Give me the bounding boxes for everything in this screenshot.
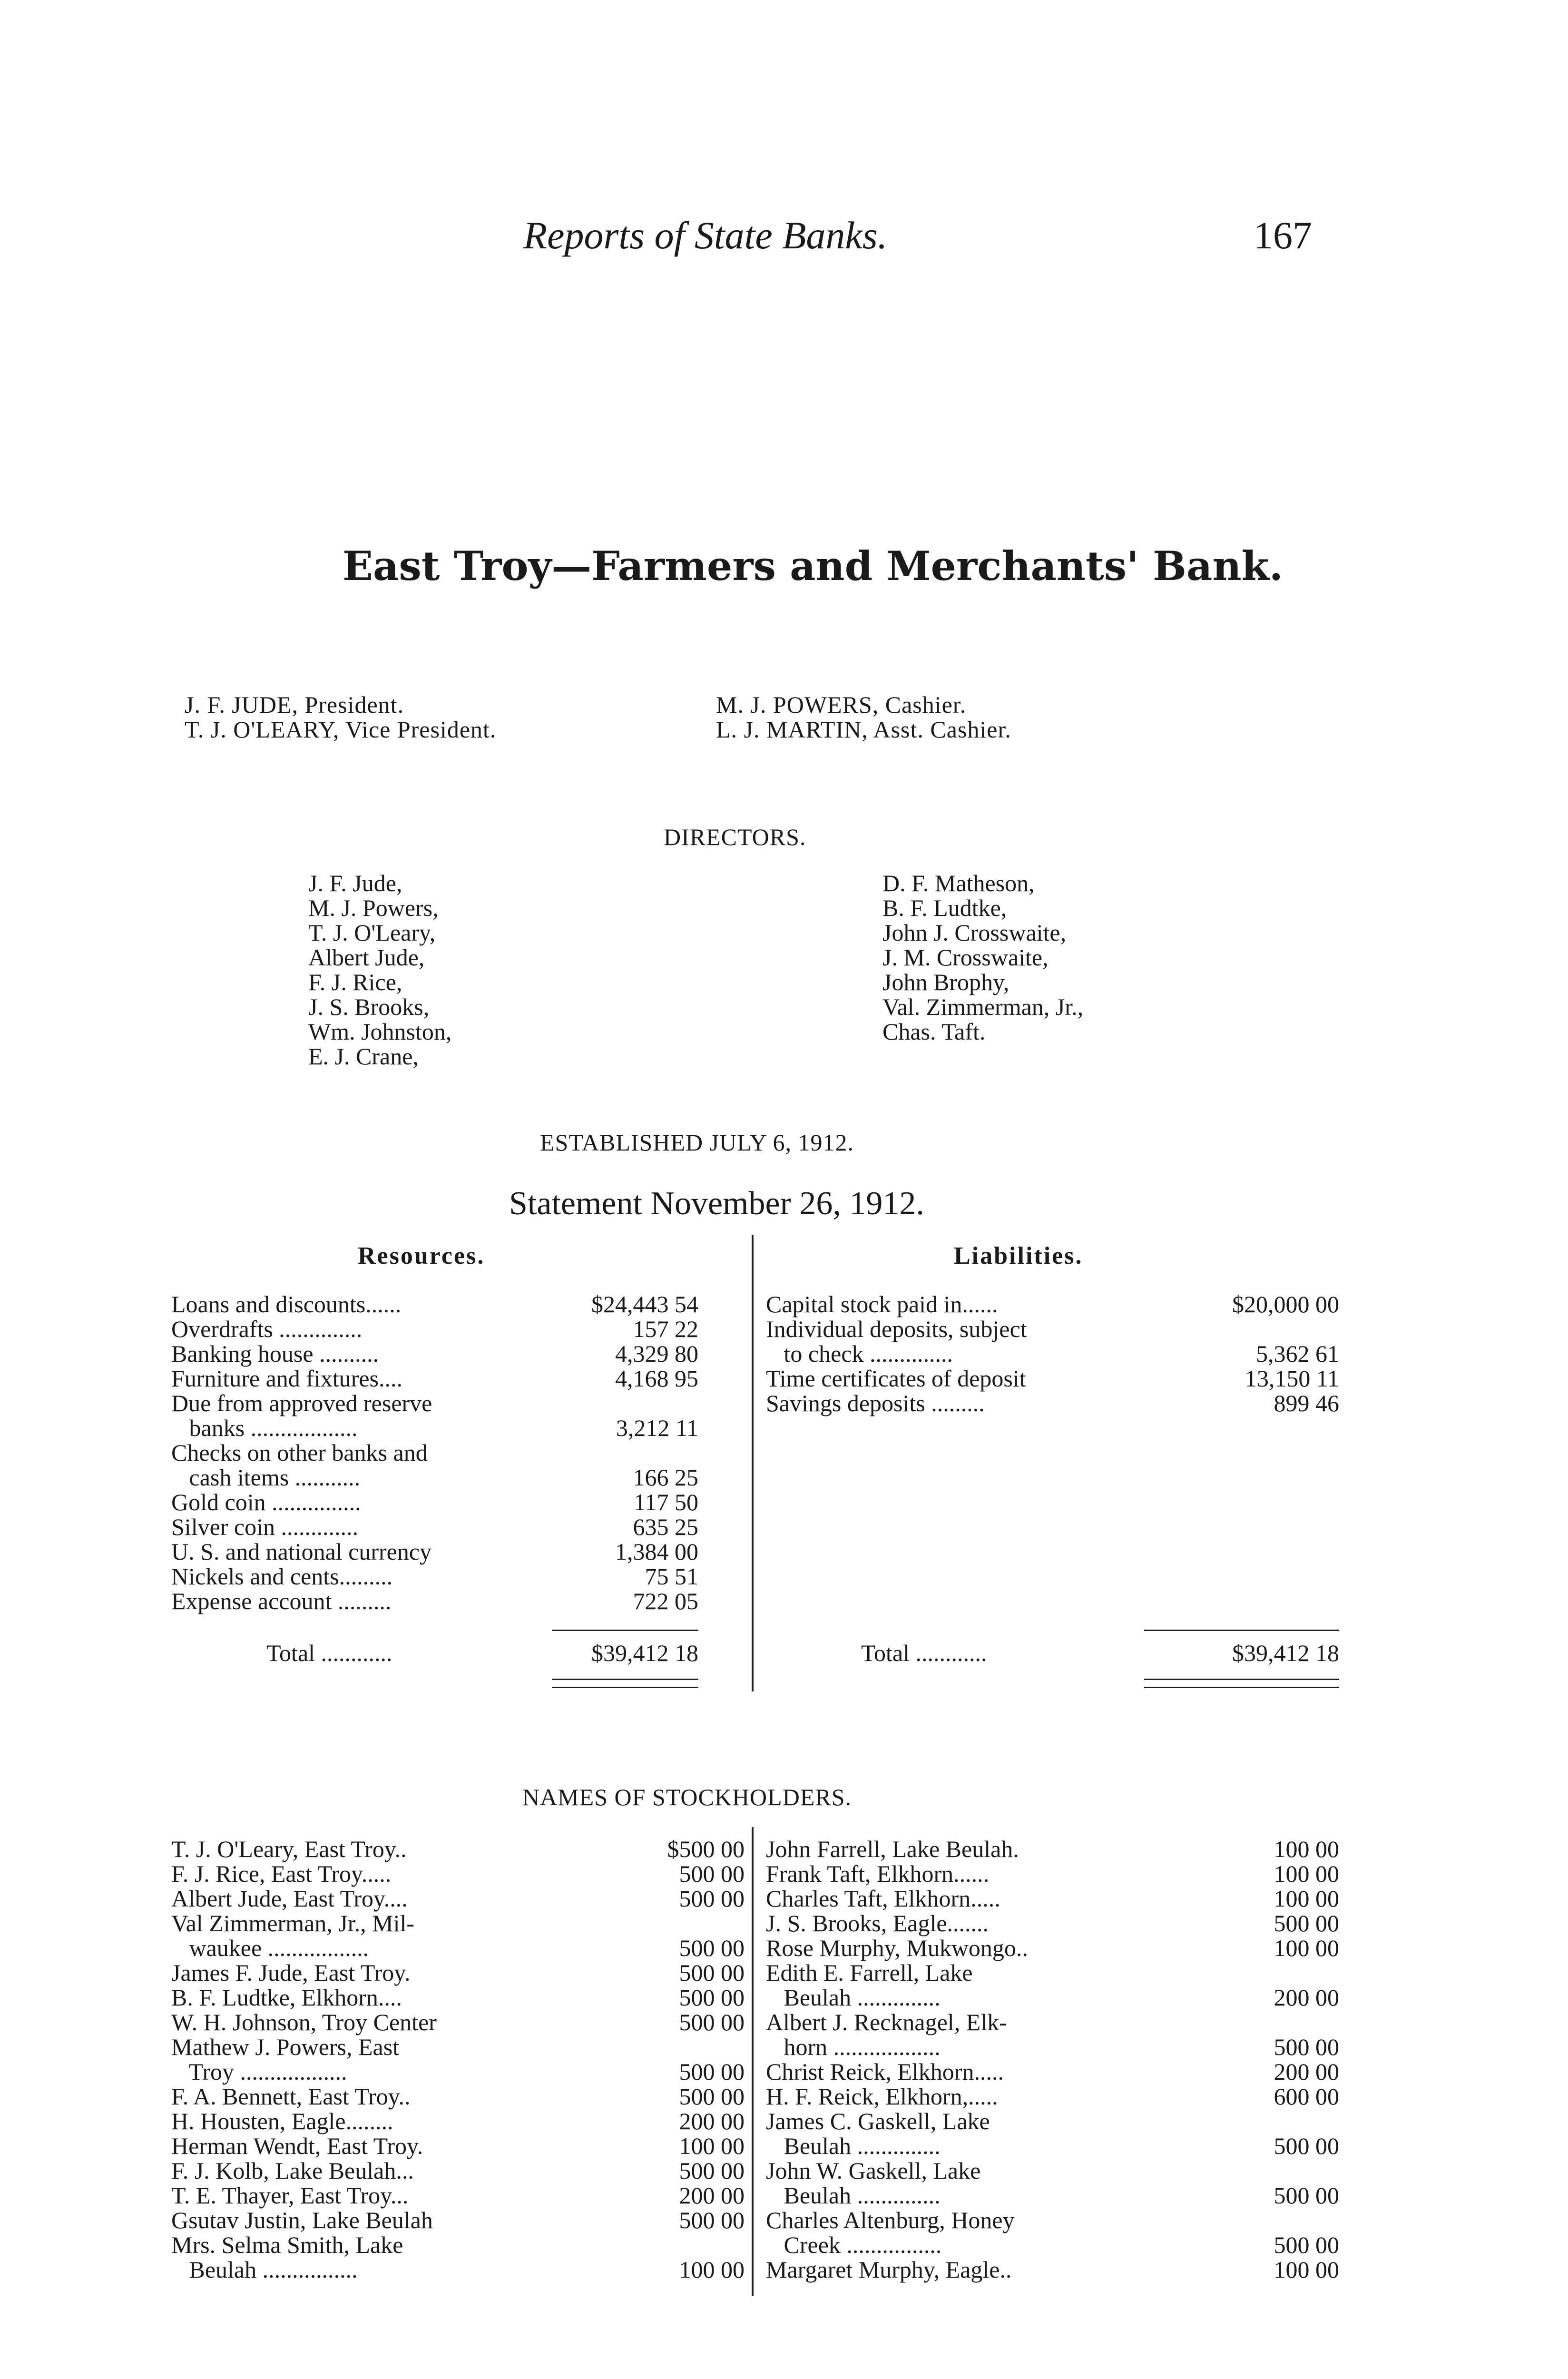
director-name: T. J. O'Leary, [308,919,436,946]
resource-row: Checks on other banks and [171,1439,428,1466]
resource-row: banks .................. 3,212 11 [171,1415,698,1441]
stockholder-row: H. F. Reick, Elkhorn,..... 600 00 [766,2083,1339,2110]
stockholder-row: J. S. Brooks, Eagle....... 500 00 [766,1910,1339,1937]
stockholder-row: Mrs. Selma Smith, Lake [171,2232,403,2258]
stockholders-heading: NAMES OF STOCKHOLDERS. [522,1784,852,1810]
bank-title: East Troy—Farmers and Merchants' Bank. [343,542,1283,590]
stockholder-row: F. J. Kolb, Lake Beulah... 500 00 [171,2157,745,2184]
statement-date: Statement November 26, 1912. [509,1185,924,1222]
stockholder-row: Rose Murphy, Mukwongo.. 100 00 [766,1935,1339,1961]
director-name: E. J. Crane, [308,1043,419,1070]
officer-asst-cashier: L. J. MARTIN, Asst. Cashier. [716,716,1011,743]
stockholder-row: Troy .................. 500 00 [171,2058,745,2085]
liability-row: Savings deposits ......... 899 46 [766,1390,1339,1416]
stockholder-row: T. E. Thayer, East Troy... 200 00 [171,2182,745,2209]
stockholder-row: Val Zimmerman, Jr., Mil- [171,1910,415,1937]
stockholder-row: Herman Wendt, East Troy. 100 00 [171,2133,745,2159]
resource-row: Loans and discounts...... $24,443 54 [171,1291,698,1317]
officer-president: J. F. JUDE, President. [185,691,404,718]
stockholder-row: Edith E. Farrell, Lake [766,1959,973,1986]
stockholder-row: Charles Taft, Elkhorn..... 100 00 [766,1885,1339,1912]
director-name: B. F. Ludtke, [882,895,1007,921]
director-name: J. S. Brooks, [308,993,430,1020]
stockholder-row: Beulah .............. 500 00 [766,2133,1339,2159]
director-name: John J. Crosswaite, [882,919,1067,946]
stockholder-row: Albert J. Recknagel, Elk- [766,2009,1007,2035]
stockholder-row: Beulah .............. 200 00 [766,1984,1339,2011]
director-name: John Brophy, [882,969,1009,995]
liability-row: to check .............. 5,362 61 [766,1340,1339,1367]
stockholder-row: B. F. Ludtke, Elkhorn.... 500 00 [171,1984,745,2011]
resource-row: Silver coin ............. 635 25 [171,1514,698,1540]
stockholder-row: F. J. Rice, East Troy..... 500 00 [171,1860,745,1887]
resource-row: Expense account ......... 722 05 [171,1588,698,1614]
resource-row: Furniture and fixtures.... 4,168 95 [171,1365,698,1392]
directors-right [882,871,1083,1044]
stockholder-row: W. H. Johnson, Troy Center 500 00 [171,2009,745,2035]
director-name: M. J. Powers, [308,895,439,921]
director-name: Wm. Johnston, [308,1018,452,1045]
stockholder-row: waukee ................. 500 00 [171,1935,745,1961]
liabilities-total-row: Total ............ $39,412 18 [861,1640,1339,1666]
director-name: Albert Jude, [308,944,425,971]
stockholder-row: Charles Altenburg, Honey [766,2207,1015,2233]
director-name: J. F. Jude, [308,870,402,896]
resource-row: Banking house .......... 4,329 80 [171,1340,698,1367]
stockholders-divider [752,1827,754,2296]
director-name: Val. Zimmerman, Jr., [882,993,1084,1020]
stockholder-row: Margaret Murphy, Eagle.. 100 00 [766,2256,1339,2283]
resource-row: Overdrafts .............. 157 22 [171,1316,698,1342]
stockholder-row: H. Housten, Eagle........ 200 00 [171,2108,745,2134]
resources-total-row: Total ............ $39,412 18 [266,1640,698,1666]
running-title: Reports of State Banks. [523,214,888,257]
stockholder-row: F. A. Bennett, East Troy.. 500 00 [171,2083,745,2110]
liabilities-heading: Liabilities. [954,1242,1083,1269]
stockholder-row: Frank Taft, Elkhorn...... 100 00 [766,1860,1339,1887]
stockholder-row: T. J. O'Leary, East Troy.. $500 00 [171,1836,745,1862]
resources-heading: Resources. [358,1242,485,1269]
stockholder-row: Beulah .............. 500 00 [766,2182,1339,2209]
stockholder-row: John W. Gaskell, Lake [766,2157,981,2184]
officer-vice-president: T. J. O'LEARY, Vice President. [185,716,497,743]
director-name: D. F. Matheson, [882,870,1035,896]
resources-total-rule [552,1630,698,1631]
stockholder-row: Christ Reick, Elkhorn..... 200 00 [766,2058,1339,2085]
officer-cashier: M. J. POWERS, Cashier. [716,691,967,718]
liability-row: Individual deposits, subject [766,1316,1027,1342]
director-name: F. J. Rice, [308,969,402,995]
resources-double-rule [552,1679,698,1688]
stockholder-row: Gsutav Justin, Lake Beulah 500 00 [171,2207,745,2233]
resource-row: Gold coin ............... 117 50 [171,1489,698,1515]
liability-row: Time certificates of deposit 13,150 11 [766,1365,1339,1392]
column-divider [752,1235,754,1691]
resource-row: Due from approved reserve [171,1390,432,1416]
officers-left [185,692,496,742]
director-name: J. M. Crosswaite, [882,944,1049,971]
stockholder-row: Beulah ................ 100 00 [171,2256,745,2283]
liability-row: Capital stock paid in...... $20,000 00 [766,1291,1339,1317]
liabilities-total-rule [1144,1630,1339,1631]
stockholder-row: Creek ................ 500 00 [766,2232,1339,2258]
director-name: Chas. Taft. [882,1018,986,1045]
stockholder-row: Mathew J. Powers, East [171,2034,400,2060]
stockholder-row: James C. Gaskell, Lake [766,2108,990,2134]
liabilities-double-rule [1144,1679,1339,1688]
stockholder-row: Albert Jude, East Troy.... 500 00 [171,1885,745,1912]
stockholder-row: John Farrell, Lake Beulah. 100 00 [766,1836,1339,1862]
stockholder-row: horn .................. 500 00 [766,2034,1339,2060]
resource-row: cash items ........... 166 25 [171,1464,698,1491]
stockholder-row: James F. Jude, East Troy. 500 00 [171,1959,745,1986]
directors-heading: DIRECTORS. [664,824,806,850]
resource-row: U. S. and national currency 1,384 00 [171,1538,698,1565]
established-date: ESTABLISHED JULY 6, 1912. [540,1129,854,1156]
resource-row: Nickels and cents......... 75 51 [171,1563,698,1590]
page-number: 167 [1254,214,1312,257]
officers-right [716,692,1011,742]
directors-left [308,871,451,1069]
